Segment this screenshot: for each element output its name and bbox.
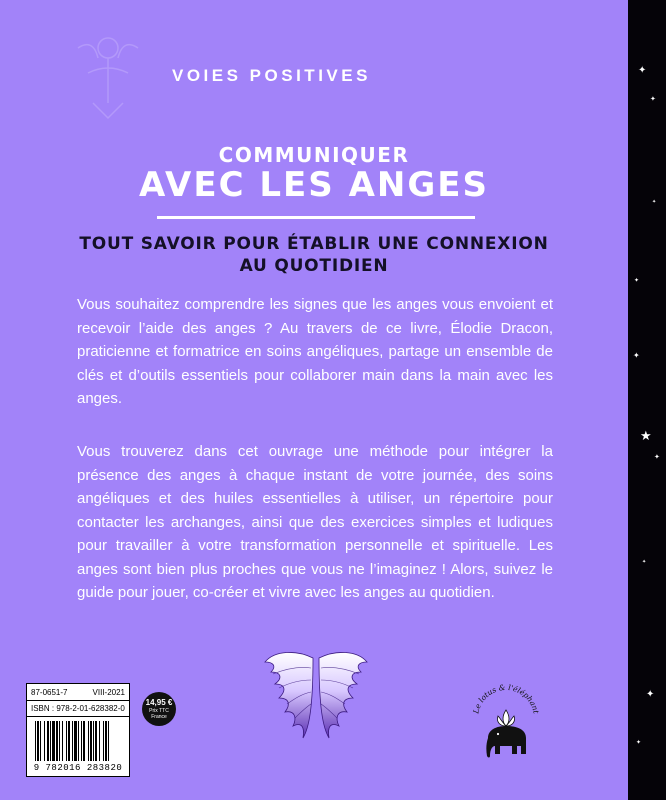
barcode-bar — [47, 721, 49, 761]
publisher-logo-icon — [468, 672, 544, 764]
angel-wings-icon — [257, 648, 375, 744]
barcode-bar — [78, 721, 79, 761]
price-label — [142, 708, 176, 720]
reference-box — [26, 683, 130, 717]
barcode-bar — [40, 721, 41, 761]
svg-text:Le lotus & l'éléphant: Le lotus & l'éléphant — [471, 682, 541, 715]
star-icon: ★ — [640, 429, 652, 444]
barcode-bar — [93, 721, 94, 761]
star-icon: ✦ — [650, 95, 656, 103]
reference-divider — [27, 700, 129, 701]
barcode-bar — [62, 721, 63, 761]
description-paragraph-2: Vous trouverez dans cet ouvrage une méthode pour intégrer la présence des anges à chaque instant de votre journée, des soins angéliques et des huiles essentielles à utiliser, un répertoire pour contacter les archanges, ainsi que des exercices simples et ludiques pour travailler à votre transformation personnelle et spirituelle. Les anges sont bien plus proches que vous ne l’imaginez ! Alors, suivez le guide pour jouer, co-créer et vivre avec les anges au quotidien. — [77, 443, 553, 601]
barcode-bar — [37, 721, 39, 761]
barcode-bar — [88, 721, 89, 761]
title-line-1: COMMUNIQUER — [218, 143, 410, 167]
barcode-bar — [99, 721, 100, 761]
star-icon: ✦ — [634, 277, 640, 284]
barcode-bar — [50, 721, 51, 761]
barcode-bar — [83, 721, 85, 761]
star-icon: ✦ — [633, 351, 640, 360]
print-date: VIII-2021 — [92, 688, 125, 697]
price-badge — [142, 692, 176, 726]
barcode-bar — [95, 721, 97, 761]
barcode-bar — [35, 721, 36, 761]
star-icon: ✦ — [654, 453, 660, 461]
barcode-bar — [44, 721, 45, 761]
barcode-bar — [52, 721, 55, 761]
subtitle — [0, 233, 628, 277]
barcode-bar — [81, 721, 82, 761]
title-line-2: AVEC LES ANGES — [139, 165, 489, 205]
title-divider — [157, 216, 475, 219]
angel-watermark-icon — [58, 18, 158, 128]
barcode-icon — [35, 721, 123, 761]
star-icon: ✦ — [646, 689, 655, 700]
subtitle-line-1: TOUT SAVOIR POUR ÉTABLIR UNE CONNEXION — [79, 234, 549, 254]
barcode-bar — [56, 721, 58, 761]
barcode-number: 9 782016 283820 — [33, 763, 123, 773]
spine-strip — [628, 0, 666, 800]
barcode-bar — [66, 721, 67, 761]
barcode-box — [26, 717, 130, 777]
collection-name: VOIES POSITIVES — [172, 66, 371, 85]
barcode-bar — [105, 721, 107, 761]
subtitle-line-2: AU QUOTIDIEN — [239, 256, 389, 276]
price-label-line-1: Prix TTC — [149, 708, 169, 714]
barcode-bar — [108, 721, 109, 761]
barcode-bar — [74, 721, 77, 761]
barcode-bar — [103, 721, 104, 761]
price-value: 14,95 € — [145, 698, 173, 707]
description-paragraph-1: Vous souhaitez comprendre les signes que les anges vous envoient et recevoir l’aide des anges ? Au travers de ce livre, Élodie Dracon, praticienne et formatrice en soins angéliques, partage un ensemble de clés et d’outils essentiels pour collaborer main dans la main avec les anges. — [77, 296, 553, 407]
star-icon: ✦ — [638, 65, 647, 76]
star-icon: ✦ — [636, 739, 642, 746]
barcode-bar — [72, 721, 73, 761]
star-icon: ✦ — [652, 199, 657, 205]
barcode-bar — [68, 721, 70, 761]
barcode-bar — [59, 721, 60, 761]
price-label-line-2: France — [151, 714, 167, 720]
barcode-bar — [90, 721, 92, 761]
isbn-text: ISBN : 978-2-01-628382-0 — [31, 704, 125, 713]
reference-code: 87-0651-7 — [31, 688, 68, 697]
star-icon: ✦ — [642, 559, 647, 565]
